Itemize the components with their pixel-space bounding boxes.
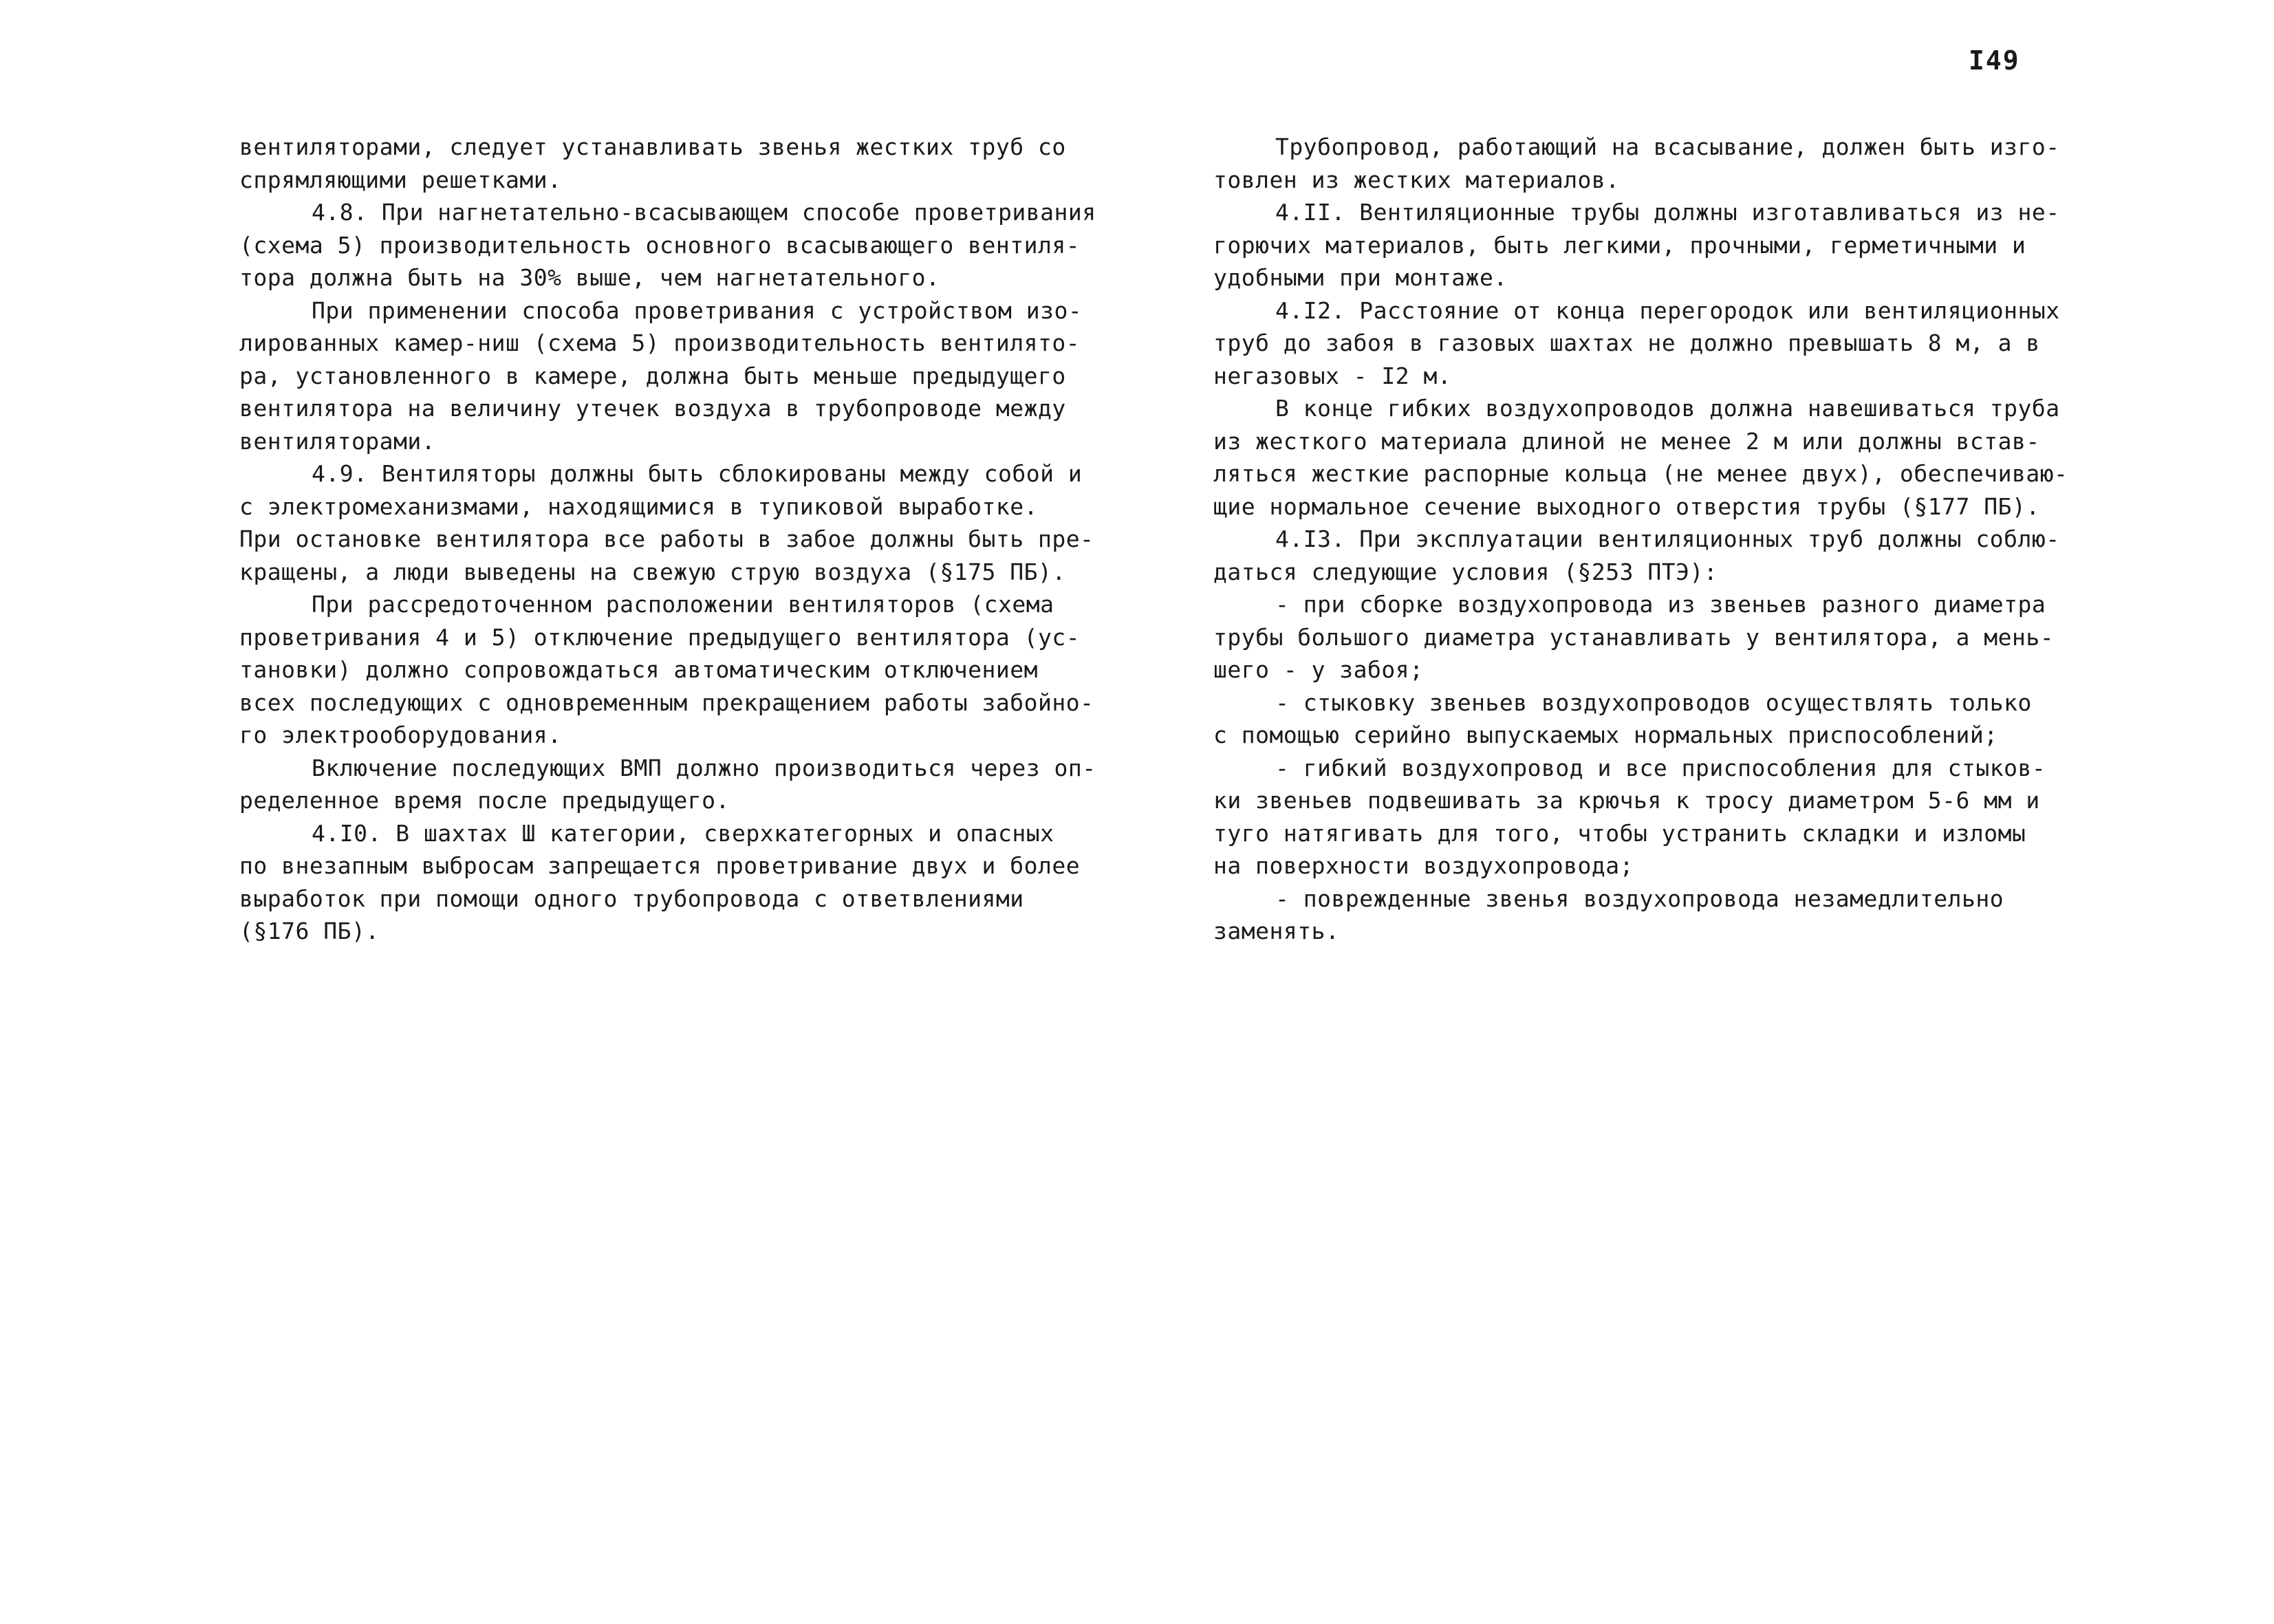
text-line: (§176 ПБ). (239, 918, 380, 944)
text-line: шего - у забоя; (1213, 656, 1424, 683)
text-line: с помощью серийно выпускаемых нормальных приспособлений; (1213, 722, 1998, 748)
text-line: Трубопровод, работающий на всасывание, должен быть изго- (1275, 133, 2060, 160)
text-line: ределенное время после предыдущего. (239, 787, 730, 814)
text-line: - поврежденные звенья воздухопровода незамедлительно (1275, 885, 2004, 912)
text-line: тановки) должно сопровождаться автоматическим отключением (239, 656, 1038, 683)
text-line: 4.II. Вентиляционные трубы должны изготавливаться из не- (1275, 199, 2060, 226)
text-line: вентиляторами, следует устанавливать звенья жестких труб со (239, 133, 1066, 160)
text-line: туго натягивать для того, чтобы устранить складки и изломы (1213, 819, 2026, 847)
text-line: трубы большого диаметра устанавливать у вентилятора, а мень- (1213, 623, 2055, 651)
text-line: При применении способа проветривания с устройством изо- (312, 296, 1083, 324)
text-line: на поверхности воздухопровода; (1213, 852, 1634, 879)
left-text-column (239, 131, 1096, 948)
text-line: спрямляющими решетками. (239, 166, 562, 193)
text-line: ляться жесткие распорные кольца (не менее двух), обеспечиваю- (1213, 460, 2068, 487)
text-line: с электромеханизмами, находящимися в тупиковой выработке. (239, 492, 1038, 520)
text-line: вентиляторами. (239, 427, 436, 455)
text-line: товлен из жестких материалов. (1213, 166, 1620, 193)
text-line: ки звеньев подвешивать за крючья к тросу диаметром 5-6 мм и (1213, 787, 2040, 814)
text-line: труб до забоя в газовых шахтах не должно превышать 8 м, а в (1213, 329, 2040, 356)
text-line: вентилятора на величину утечек воздуха в трубопроводе между (239, 395, 1066, 422)
text-line: щие нормальное сечение выходного отверстия трубы (§177 ПБ). (1213, 492, 2040, 520)
text-line: - гибкий воздухопровод и все приспособления для стыков- (1275, 754, 2046, 781)
text-line: проветривания 4 и 5) отключение предыдущего вентилятора (ус- (239, 623, 1081, 651)
text-line: заменять. (1213, 918, 1340, 944)
text-line: Включение последующих ВМП должно производиться через оп- (312, 754, 1096, 781)
text-line: из жесткого материала длиной не менее 2 м или должны встав- (1213, 427, 2040, 455)
text-line: удобными при монтаже. (1213, 264, 1508, 291)
text-line: го электрооборудования. (239, 722, 562, 748)
text-line: даться следующие условия (§253 ПТЭ): (1213, 558, 1718, 585)
text-line: В конце гибких воздухопроводов должна навешиваться труба (1275, 395, 2060, 422)
right-text-column (1213, 131, 2068, 948)
text-line: лированных камер-ниш (схема 5) производительность вентилято- (239, 329, 1081, 356)
text-line: горючих материалов, быть легкими, прочными, герметичными и (1213, 231, 2026, 259)
text-line: тора должна быть на 30% выше, чем нагнетательного. (239, 264, 940, 291)
text-line: 4.I3. При эксплуатации вентиляционных труб должны соблю- (1275, 526, 2060, 552)
text-line: - при сборке воздухопровода из звеньев разного диаметра (1275, 591, 2046, 618)
page-number: I49 (1969, 45, 2020, 76)
text-line: При рассредоточенном расположении вентиляторов (схема (312, 591, 1054, 618)
text-line: 4.9. Вентиляторы должны быть сблокированы между собой и (312, 460, 1083, 487)
text-line: всех последующих с одновременным прекращением работы забойно- (239, 689, 1094, 716)
text-line: кращены, а люди выведены на свежую струю воздуха (§175 ПБ). (239, 558, 1066, 585)
text-line: 4.I2. Расстояние от конца перегородок или вентиляционных (1275, 296, 2060, 324)
text-line: выработок при помощи одного трубопровода с ответвлениями (239, 885, 1024, 912)
text-line: ра, установленного в камере, должна быть меньше предыдущего (239, 362, 1066, 389)
text-line: по внезапным выбросам запрещается проветривание двух и более (239, 852, 1081, 879)
text-line: негазовых - I2 м. (1213, 362, 1452, 389)
text-line: При остановке вентилятора все работы в забое должны быть пре- (239, 526, 1094, 552)
text-line: 4.I0. В шахтах Ш категории, сверхкатегорных и опасных (312, 819, 1054, 847)
text-line: 4.8. При нагнетательно-всасывающем способе проветривания (312, 199, 1096, 226)
text-line: (схема 5) производительность основного всасывающего вентиля- (239, 231, 1081, 259)
text-line: - стыковку звеньев воздухопроводов осуществлять только (1275, 689, 2032, 716)
